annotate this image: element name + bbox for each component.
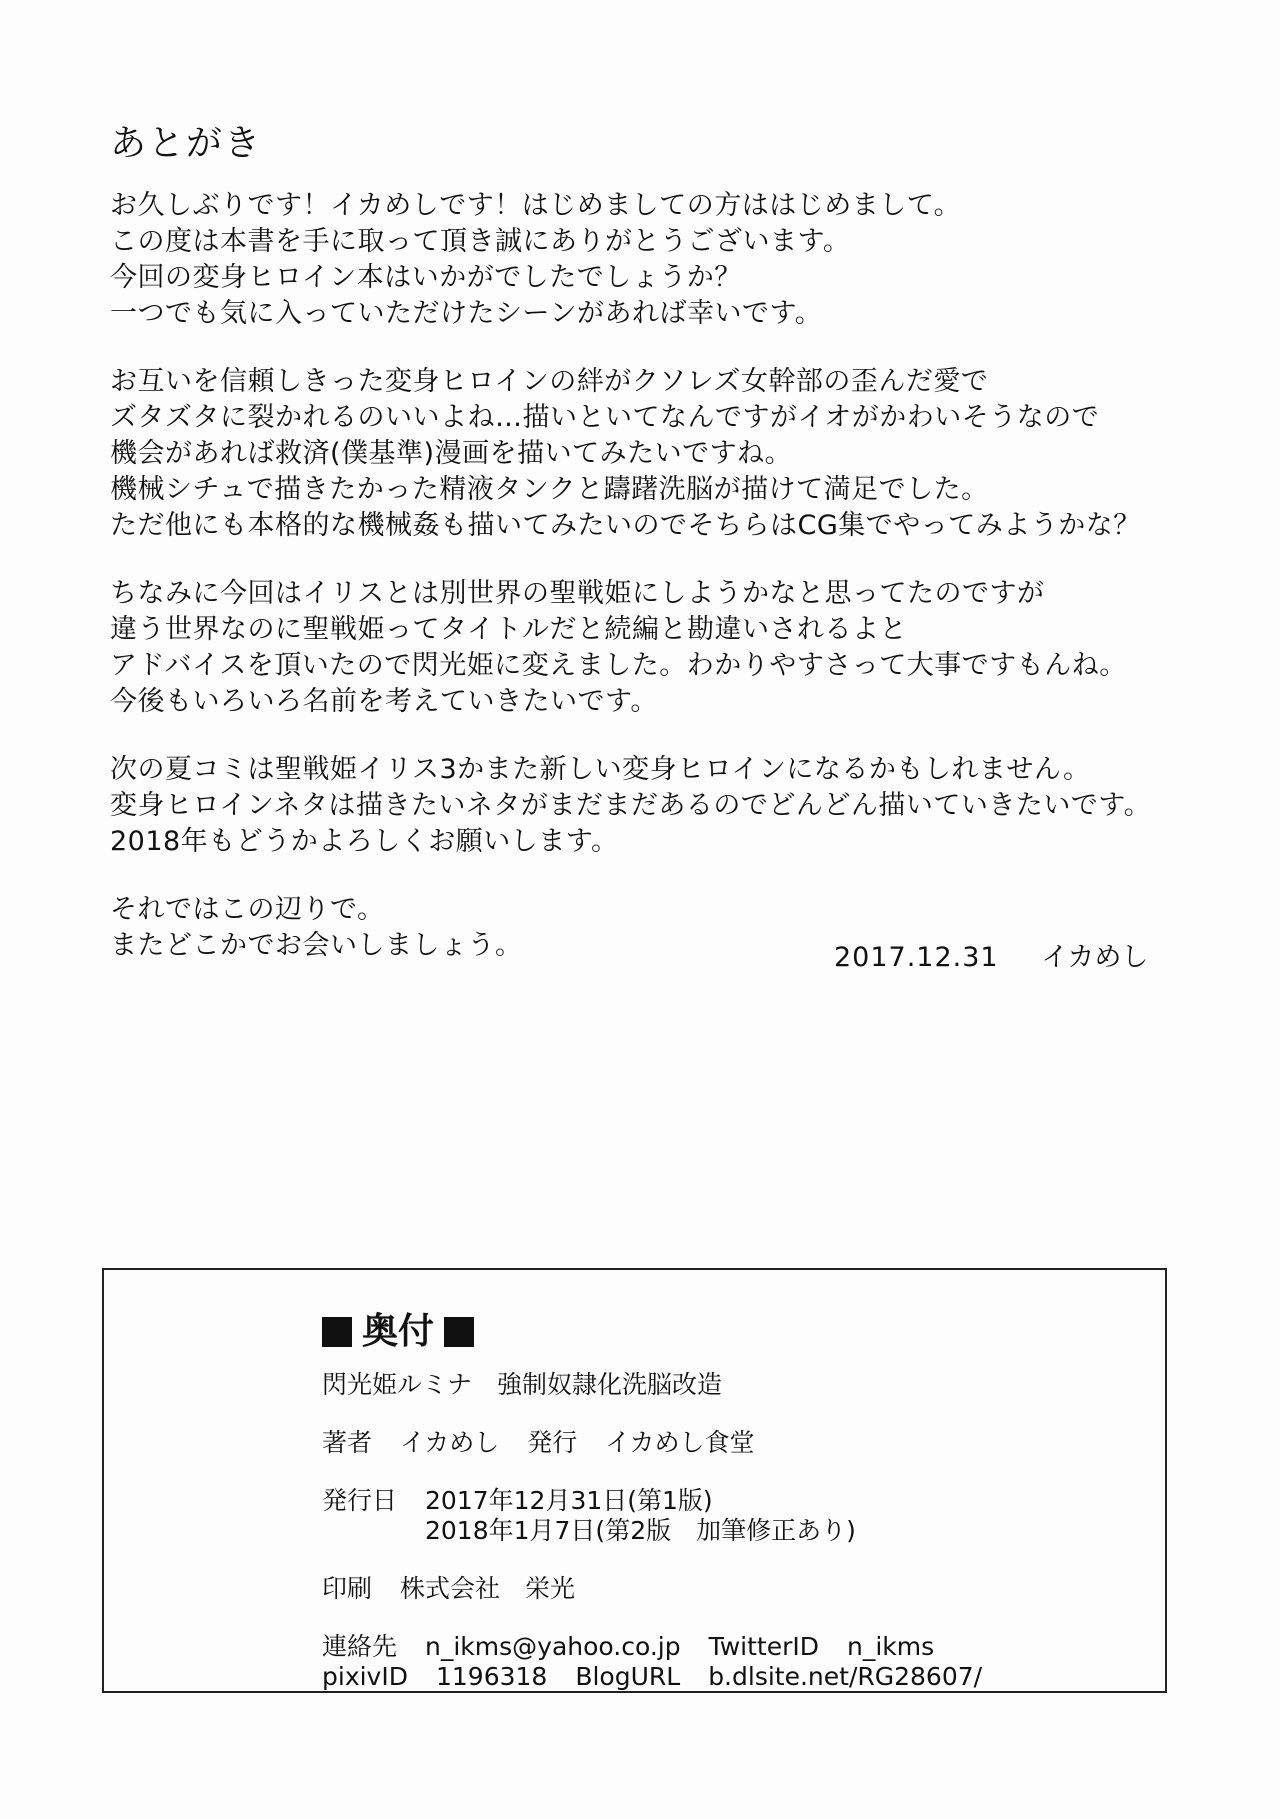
text-line: お久しぶりです！イカめしです！はじめましての方ははじめまして。 [110,190,962,221]
text-line: 機会があれば救済(僕基準)漫画を描いてみたいですね。 [110,438,793,469]
printer-row [322,1574,982,1604]
colophon-title: 奥付 [362,1311,435,1352]
contact-row [322,1632,982,1662]
paragraph [110,188,1190,332]
pixiv-row [322,1662,982,1692]
afterword-body [110,188,1190,996]
date-first: 2017年12月31日(第1版) [425,1486,713,1515]
text-line: お互いを信頼しきった変身ヒロインの絆がクソレズ女幹部の歪んだ愛で [110,366,989,397]
date-row-second [322,1516,982,1546]
author-label: 著者 [322,1428,373,1457]
text-line: ちなみに今回はイリスとは別世界の聖戦姫にしようかなと思ってたのですが [110,578,1045,609]
afterword-title: あとがき [110,123,263,164]
author-name: イカめし [400,1428,500,1457]
text-line: 一つでも気に入っていただけたシーンがあれば幸いです。 [110,298,823,329]
colophon-details [322,1370,982,1692]
pixiv-id: 1196318 [435,1662,548,1691]
blog-url: b.dlsite.net/RG28607/ [708,1662,983,1691]
blog-label: BlogURL [575,1662,681,1691]
colophon-box [102,1268,1167,1693]
signature [834,940,1148,976]
signature-date: 2017.12.31 [834,942,999,973]
text-line: ただ他にも本格的な機械姦も描いてみたいのでそちらはCG集でやってみようかな？ [110,510,1141,541]
text-line: アドバイスを頂いたので閃光姫に変えました。わかりやすさって大事ですもんね。 [110,650,1127,681]
book-title: 閃光姫ルミナ 強制奴隷化洗脳改造 [322,1370,723,1399]
date-row [322,1486,982,1516]
date-second: 2018年1月7日(第2版 加筆修正あり) [425,1516,856,1545]
printer-label: 印刷 [322,1574,373,1603]
contact-email: n_ikms@yahoo.co.jp [425,1632,681,1661]
text-line: 今回の変身ヒロイン本はいかがでしたでしょうか？ [110,262,742,293]
date-label: 発行日 [322,1486,398,1515]
pixiv-label: pixivID [322,1662,408,1691]
twitter-id: n_ikms [847,1632,935,1661]
author-row [322,1428,982,1458]
black-square-icon [322,1317,352,1347]
text-line: 2018年もどうかよろしくお願いします。 [110,826,619,857]
text-line: 違う世界なのに聖戦姫ってタイトルだと続編と勘違いされるよと [110,614,907,645]
text-line: またどこかでお会いしましょう。 [110,930,523,961]
text-line: 今後もいろいろ名前を考えていきたいです。 [110,686,658,717]
paragraph [110,752,1190,860]
paragraph [110,576,1190,720]
publisher-name: イカめし食堂 [605,1428,755,1457]
twitter-label: TwitterID [708,1632,820,1661]
text-line: この度は本書を手に取って頂き誠にありがとうございます。 [110,226,851,257]
book-title-row [322,1370,982,1400]
text-line: 変身ヒロインネタは描きたいネタがまだまだあるのでどんどん描いていきたいです。 [110,790,1152,821]
black-square-icon [444,1317,474,1347]
contact-label: 連絡先 [322,1632,398,1661]
text-line: 機械シチュで描きたかった精液タンクと躊躇洗脳が描けて満足でした。 [110,474,989,505]
text-line: それではこの辺りで。 [110,894,385,925]
signature-author: イカめし [1041,942,1149,973]
colophon-heading [322,1310,474,1354]
publisher-label: 発行 [527,1428,578,1457]
printer-name: 株式会社 栄光 [400,1574,576,1603]
text-line: ズタズタに裂かれるのいいよね…描いといてなんですがイオがかわいそうなので [110,402,1100,433]
text-line: 次の夏コミは聖戦姫イリス3かまた新しい変身ヒロインになるかもしれません。 [110,754,1091,785]
paragraph [110,364,1190,544]
